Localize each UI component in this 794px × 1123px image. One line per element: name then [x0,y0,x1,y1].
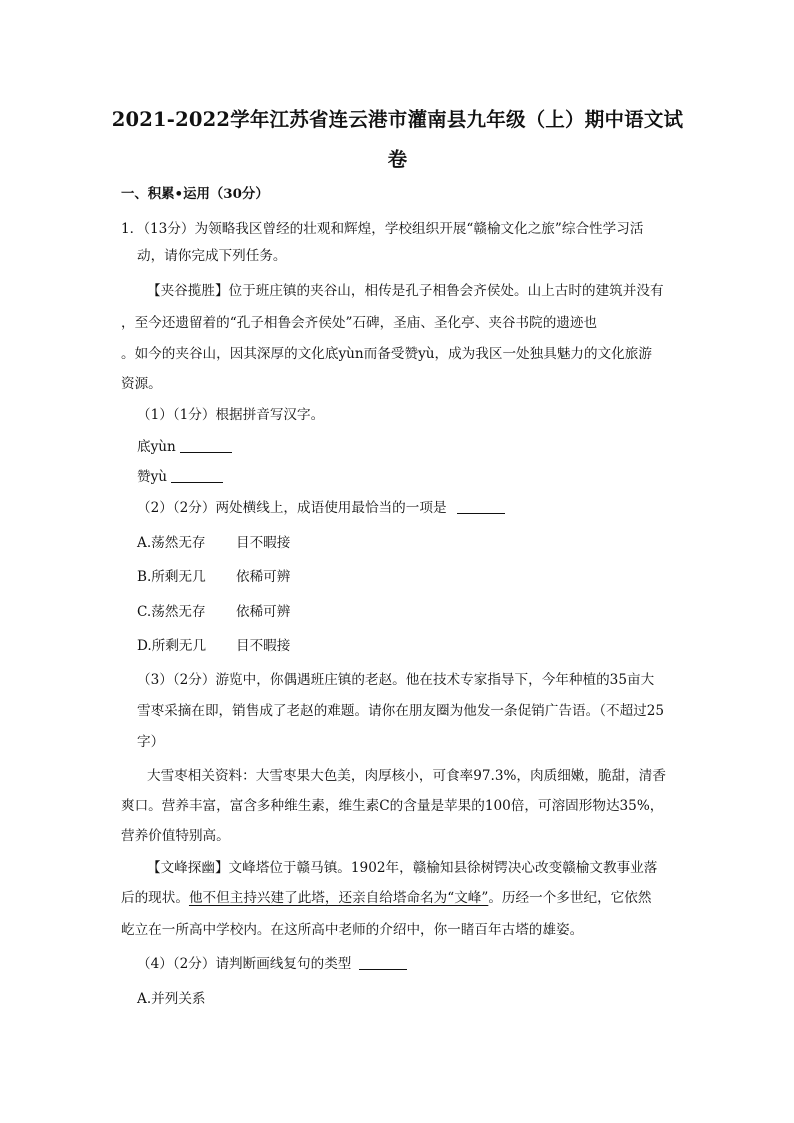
wenfeng-line-2-end: 。历经一个多世纪，它依然 [488,890,652,906]
option-a[interactable] [137,533,291,553]
option-d-pair: 目不暇接 [236,638,291,654]
material-line-1: 大雪枣相关资料：大雪枣果大色美，肉厚核小，可食率97.3%，肉质细嫩，脆甜，清香 [147,768,666,784]
material-line-2: 爽口。营养丰富，富含多种维生素，维生素C的含量是苹果的100倍，可溶固形物达35%， [121,798,664,814]
answer-blank-2[interactable] [457,499,505,514]
underlined-sentence: 他不但主持兴建了此塔，还亲自给塔命名为“文峰” [188,890,489,906]
sub-question-3-line-3: 字） [137,734,165,750]
material-line-3: 营养价值特别高。 [121,828,230,844]
title-line-2: 卷 [387,148,408,171]
wenfeng-line-1: 【文峰探幽】文峰塔位于赣马镇。1902年，赣榆知县徐树锷决心改变赣榆文教事业落 [147,860,658,876]
sub-question-4 [137,954,407,974]
page-title [110,100,685,180]
option-d-label: D.所剩无几 [137,638,207,654]
sub-question-4-option-a[interactable]: A.并列关系 [137,991,206,1007]
option-c[interactable] [137,602,291,622]
option-b[interactable] [137,567,291,587]
option-b-label: B.所剩无几 [137,569,206,585]
question-1-line-1: 1．（13分）为领略我区曾经的壮观和辉煌，学校组织开展“赣榆文化之旅”综合性学习活 [121,221,644,237]
sub-question-2 [137,498,505,518]
answer-blank-4[interactable] [359,955,407,970]
pinyin-prompt-yun: 底yùn [137,439,176,455]
answer-blank-yun[interactable] [180,438,232,453]
sub-question-2-text: （2）（2分）两处横线上，成语使用最恰当的一项是 [137,500,447,516]
wenfeng-line-3: 屹立在一所高中学校内。在这所高中老师的介绍中，你一睹百年古塔的雄姿。 [121,922,584,938]
answer-line-diyun [137,437,232,457]
sub-question-1: （1）（1分）根据拼音写汉字。 [137,407,325,423]
option-b-pair: 依稀可辨 [236,569,291,585]
option-a-pair: 目不暇接 [236,535,291,551]
section-heading: 一、积累•运用（30分） [121,186,269,202]
answer-blank-yu[interactable] [171,468,223,483]
question-1-line-2: 动，请你完成下列任务。 [137,248,287,264]
option-c-label: C.荡然无存 [137,604,206,620]
pinyin-prompt-yu: 赞yù [137,469,168,485]
sub-question-4-text: （4）（2分）请判断画线复句的类型 [137,956,352,972]
jiagu-paragraph-line-1: 【夹谷揽胜】位于班庄镇的夹谷山，相传是孔子相鲁会齐侯处。山上古时的建筑并没有 [147,283,664,299]
option-c-pair: 依稀可辨 [236,604,291,620]
answer-line-zanyu [137,467,223,487]
wenfeng-line-2-start: 后的现状。 [121,890,189,906]
jiagu-paragraph-line-3: 。如今的夹谷山，因其深厚的文化底yùn而备受赞yù，成为我区一处独具魅力的文化旅游 [121,346,652,362]
option-a-label: A.荡然无存 [137,535,206,551]
title-line-1: 2021-2022学年江苏省连云港市灌南县九年级（上）期中语文试 [111,108,684,131]
sub-question-3-line-2: 雪枣采摘在即，销售成了老赵的难题。请你在朋友圈为他发一条促销广告语。（不超过25 [137,703,665,719]
jiagu-paragraph-line-4: 资源。 [121,376,162,392]
sub-question-3-line-1: （3）（2分）游览中，你偶遇班庄镇的老赵。他在技术专家指导下，今年种植的35亩大 [137,672,655,688]
wenfeng-line-2 [121,888,651,908]
jiagu-paragraph-line-2: ，至今还遗留着的“孔子相鲁会齐侯处”石碑，圣庙、圣化亭、夹谷书院的遗迹也 [121,315,598,331]
option-d[interactable] [137,636,291,656]
